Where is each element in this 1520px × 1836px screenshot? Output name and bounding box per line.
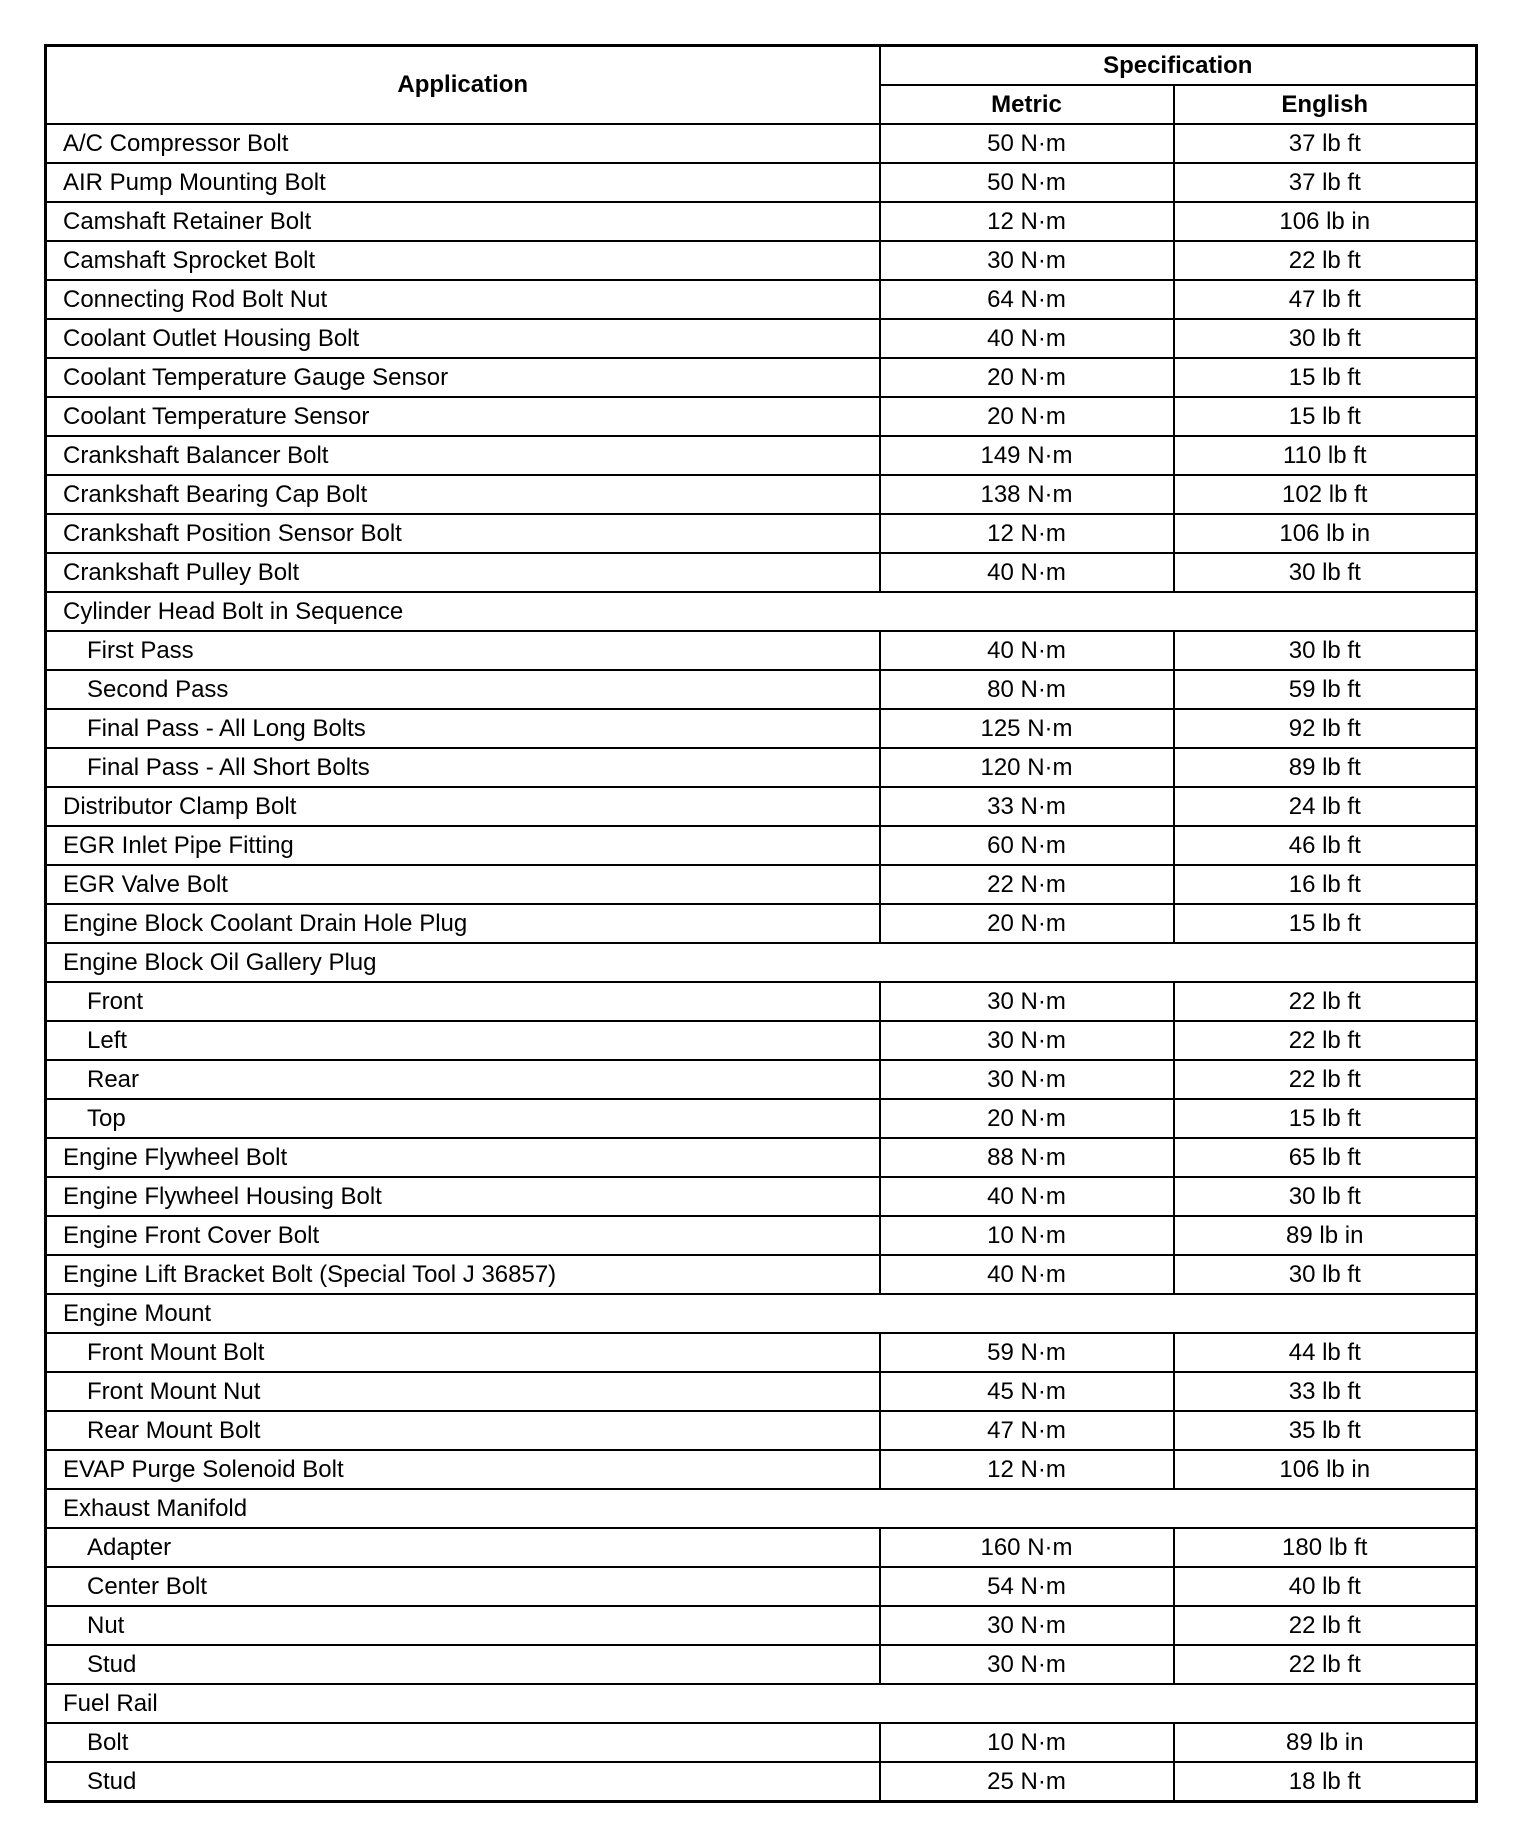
application-cell: Engine Flywheel Housing Bolt [46, 1177, 880, 1216]
english-value-cell: 59 lb ft [1174, 670, 1477, 709]
metric-value-cell: 40 N·m [880, 1177, 1174, 1216]
english-value-cell: 16 lb ft [1174, 865, 1477, 904]
english-value-cell: 46 lb ft [1174, 826, 1477, 865]
metric-value-cell: 64 N·m [880, 280, 1174, 319]
metric-value-cell: 120 N·m [880, 748, 1174, 787]
application-cell: Crankshaft Bearing Cap Bolt [46, 475, 880, 514]
application-cell: Rear [46, 1060, 880, 1099]
english-value-cell: 22 lb ft [1174, 241, 1477, 280]
metric-value-cell: 10 N·m [880, 1216, 1174, 1255]
english-value-cell: 35 lb ft [1174, 1411, 1477, 1450]
application-cell: Coolant Temperature Gauge Sensor [46, 358, 880, 397]
english-column-header: English [1174, 85, 1477, 124]
metric-value-cell: 30 N·m [880, 1060, 1174, 1099]
application-cell: Crankshaft Pulley Bolt [46, 553, 880, 592]
english-value-cell: 110 lb ft [1174, 436, 1477, 475]
table-row [46, 514, 1477, 553]
application-cell: Engine Flywheel Bolt [46, 1138, 880, 1177]
table-row [46, 787, 1477, 826]
application-cell: Top [46, 1099, 880, 1138]
metric-value-cell: 59 N·m [880, 1333, 1174, 1372]
metric-value-cell: 22 N·m [880, 865, 1174, 904]
application-cell: Engine Front Cover Bolt [46, 1216, 880, 1255]
application-cell: Crankshaft Position Sensor Bolt [46, 514, 880, 553]
table-group-row [46, 1294, 1477, 1333]
table-row [46, 631, 1477, 670]
table-row [46, 1372, 1477, 1411]
metric-value-cell: 40 N·m [880, 319, 1174, 358]
english-value-cell: 89 lb ft [1174, 748, 1477, 787]
table-row [46, 358, 1477, 397]
metric-value-cell: 47 N·m [880, 1411, 1174, 1450]
metric-value-cell: 20 N·m [880, 397, 1174, 436]
table-row [46, 1411, 1477, 1450]
english-value-cell: 40 lb ft [1174, 1567, 1477, 1606]
metric-value-cell: 25 N·m [880, 1762, 1174, 1802]
english-value-cell: 106 lb in [1174, 202, 1477, 241]
table-row [46, 1255, 1477, 1294]
table-header [46, 46, 1477, 125]
group-label-cell: Fuel Rail [46, 1684, 1477, 1723]
english-value-cell: 22 lb ft [1174, 1645, 1477, 1684]
english-value-cell: 65 lb ft [1174, 1138, 1477, 1177]
metric-value-cell: 50 N·m [880, 163, 1174, 202]
english-value-cell: 30 lb ft [1174, 1255, 1477, 1294]
table-group-row [46, 1684, 1477, 1723]
group-label-cell: Engine Block Oil Gallery Plug [46, 943, 1477, 982]
application-cell: Stud [46, 1762, 880, 1802]
metric-value-cell: 88 N·m [880, 1138, 1174, 1177]
metric-value-cell: 149 N·m [880, 436, 1174, 475]
table-row [46, 397, 1477, 436]
english-value-cell: 30 lb ft [1174, 553, 1477, 592]
application-cell: Rear Mount Bolt [46, 1411, 880, 1450]
english-value-cell: 44 lb ft [1174, 1333, 1477, 1372]
metric-value-cell: 40 N·m [880, 553, 1174, 592]
english-value-cell: 22 lb ft [1174, 1060, 1477, 1099]
metric-value-cell: 30 N·m [880, 982, 1174, 1021]
table-group-row [46, 1489, 1477, 1528]
application-cell: Front [46, 982, 880, 1021]
metric-value-cell: 30 N·m [880, 1606, 1174, 1645]
english-value-cell: 24 lb ft [1174, 787, 1477, 826]
table-row [46, 748, 1477, 787]
table-row [46, 202, 1477, 241]
english-value-cell: 15 lb ft [1174, 358, 1477, 397]
table-row [46, 1528, 1477, 1567]
table-row [46, 1567, 1477, 1606]
english-value-cell: 15 lb ft [1174, 397, 1477, 436]
table-group-row [46, 592, 1477, 631]
application-cell: A/C Compressor Bolt [46, 124, 880, 163]
table-row [46, 241, 1477, 280]
metric-value-cell: 12 N·m [880, 202, 1174, 241]
metric-value-cell: 45 N·m [880, 1372, 1174, 1411]
table-row [46, 436, 1477, 475]
application-cell: Engine Block Coolant Drain Hole Plug [46, 904, 880, 943]
application-column-header: Application [46, 46, 880, 125]
group-label-cell: Exhaust Manifold [46, 1489, 1477, 1528]
metric-value-cell: 40 N·m [880, 1255, 1174, 1294]
english-value-cell: 47 lb ft [1174, 280, 1477, 319]
application-cell: Adapter [46, 1528, 880, 1567]
metric-column-header: Metric [880, 85, 1174, 124]
application-cell: Camshaft Retainer Bolt [46, 202, 880, 241]
english-value-cell: 106 lb in [1174, 514, 1477, 553]
english-value-cell: 102 lb ft [1174, 475, 1477, 514]
metric-value-cell: 40 N·m [880, 631, 1174, 670]
english-value-cell: 30 lb ft [1174, 319, 1477, 358]
application-cell: Camshaft Sprocket Bolt [46, 241, 880, 280]
english-value-cell: 22 lb ft [1174, 1606, 1477, 1645]
metric-value-cell: 138 N·m [880, 475, 1174, 514]
metric-value-cell: 80 N·m [880, 670, 1174, 709]
english-value-cell: 89 lb in [1174, 1723, 1477, 1762]
metric-value-cell: 20 N·m [880, 1099, 1174, 1138]
application-cell: AIR Pump Mounting Bolt [46, 163, 880, 202]
metric-value-cell: 30 N·m [880, 241, 1174, 280]
english-value-cell: 15 lb ft [1174, 1099, 1477, 1138]
table-row [46, 904, 1477, 943]
table-row [46, 1645, 1477, 1684]
table-row [46, 826, 1477, 865]
metric-value-cell: 125 N·m [880, 709, 1174, 748]
application-cell: Second Pass [46, 670, 880, 709]
application-cell: Connecting Rod Bolt Nut [46, 280, 880, 319]
table-row [46, 280, 1477, 319]
metric-value-cell: 160 N·m [880, 1528, 1174, 1567]
specification-group-header: Specification [880, 46, 1477, 86]
application-cell: Final Pass - All Short Bolts [46, 748, 880, 787]
table-row [46, 982, 1477, 1021]
application-cell: First Pass [46, 631, 880, 670]
metric-value-cell: 50 N·m [880, 124, 1174, 163]
english-value-cell: 92 lb ft [1174, 709, 1477, 748]
table-row [46, 1333, 1477, 1372]
table-row [46, 1762, 1477, 1802]
application-cell: Distributor Clamp Bolt [46, 787, 880, 826]
table-row [46, 1021, 1477, 1060]
english-value-cell: 22 lb ft [1174, 1021, 1477, 1060]
group-label-cell: Cylinder Head Bolt in Sequence [46, 592, 1477, 631]
english-value-cell: 18 lb ft [1174, 1762, 1477, 1802]
application-cell: EVAP Purge Solenoid Bolt [46, 1450, 880, 1489]
table-row [46, 1177, 1477, 1216]
application-cell: Final Pass - All Long Bolts [46, 709, 880, 748]
header-row-top [46, 46, 1477, 86]
metric-value-cell: 12 N·m [880, 514, 1174, 553]
english-value-cell: 15 lb ft [1174, 904, 1477, 943]
english-value-cell: 89 lb in [1174, 1216, 1477, 1255]
application-cell: Stud [46, 1645, 880, 1684]
table-row [46, 1723, 1477, 1762]
english-value-cell: 30 lb ft [1174, 631, 1477, 670]
table-row [46, 670, 1477, 709]
application-cell: Left [46, 1021, 880, 1060]
torque-specification-table [44, 44, 1478, 1803]
application-cell: Crankshaft Balancer Bolt [46, 436, 880, 475]
application-cell: Engine Lift Bracket Bolt (Special Tool J 36857) [46, 1255, 880, 1294]
table-row [46, 1060, 1477, 1099]
table-row [46, 124, 1477, 163]
metric-value-cell: 20 N·m [880, 358, 1174, 397]
application-cell: Bolt [46, 1723, 880, 1762]
table-row [46, 475, 1477, 514]
table-row [46, 709, 1477, 748]
english-value-cell: 30 lb ft [1174, 1177, 1477, 1216]
table-row [46, 1606, 1477, 1645]
table-body [46, 124, 1477, 1802]
metric-value-cell: 54 N·m [880, 1567, 1174, 1606]
table-row [46, 1099, 1477, 1138]
english-value-cell: 106 lb in [1174, 1450, 1477, 1489]
table-row [46, 1450, 1477, 1489]
application-cell: Nut [46, 1606, 880, 1645]
table-row [46, 553, 1477, 592]
application-cell: Coolant Temperature Sensor [46, 397, 880, 436]
application-cell: Front Mount Nut [46, 1372, 880, 1411]
group-label-cell: Engine Mount [46, 1294, 1477, 1333]
metric-value-cell: 20 N·m [880, 904, 1174, 943]
table-row [46, 1216, 1477, 1255]
metric-value-cell: 60 N·m [880, 826, 1174, 865]
english-value-cell: 22 lb ft [1174, 982, 1477, 1021]
english-value-cell: 37 lb ft [1174, 163, 1477, 202]
application-cell: EGR Valve Bolt [46, 865, 880, 904]
table-row [46, 1138, 1477, 1177]
table-group-row [46, 943, 1477, 982]
application-cell: EGR Inlet Pipe Fitting [46, 826, 880, 865]
application-cell: Center Bolt [46, 1567, 880, 1606]
metric-value-cell: 30 N·m [880, 1021, 1174, 1060]
english-value-cell: 33 lb ft [1174, 1372, 1477, 1411]
metric-value-cell: 10 N·m [880, 1723, 1174, 1762]
table-row [46, 865, 1477, 904]
metric-value-cell: 30 N·m [880, 1645, 1174, 1684]
english-value-cell: 37 lb ft [1174, 124, 1477, 163]
table-row [46, 319, 1477, 358]
application-cell: Coolant Outlet Housing Bolt [46, 319, 880, 358]
metric-value-cell: 12 N·m [880, 1450, 1174, 1489]
table-row [46, 163, 1477, 202]
metric-value-cell: 33 N·m [880, 787, 1174, 826]
application-cell: Front Mount Bolt [46, 1333, 880, 1372]
english-value-cell: 180 lb ft [1174, 1528, 1477, 1567]
